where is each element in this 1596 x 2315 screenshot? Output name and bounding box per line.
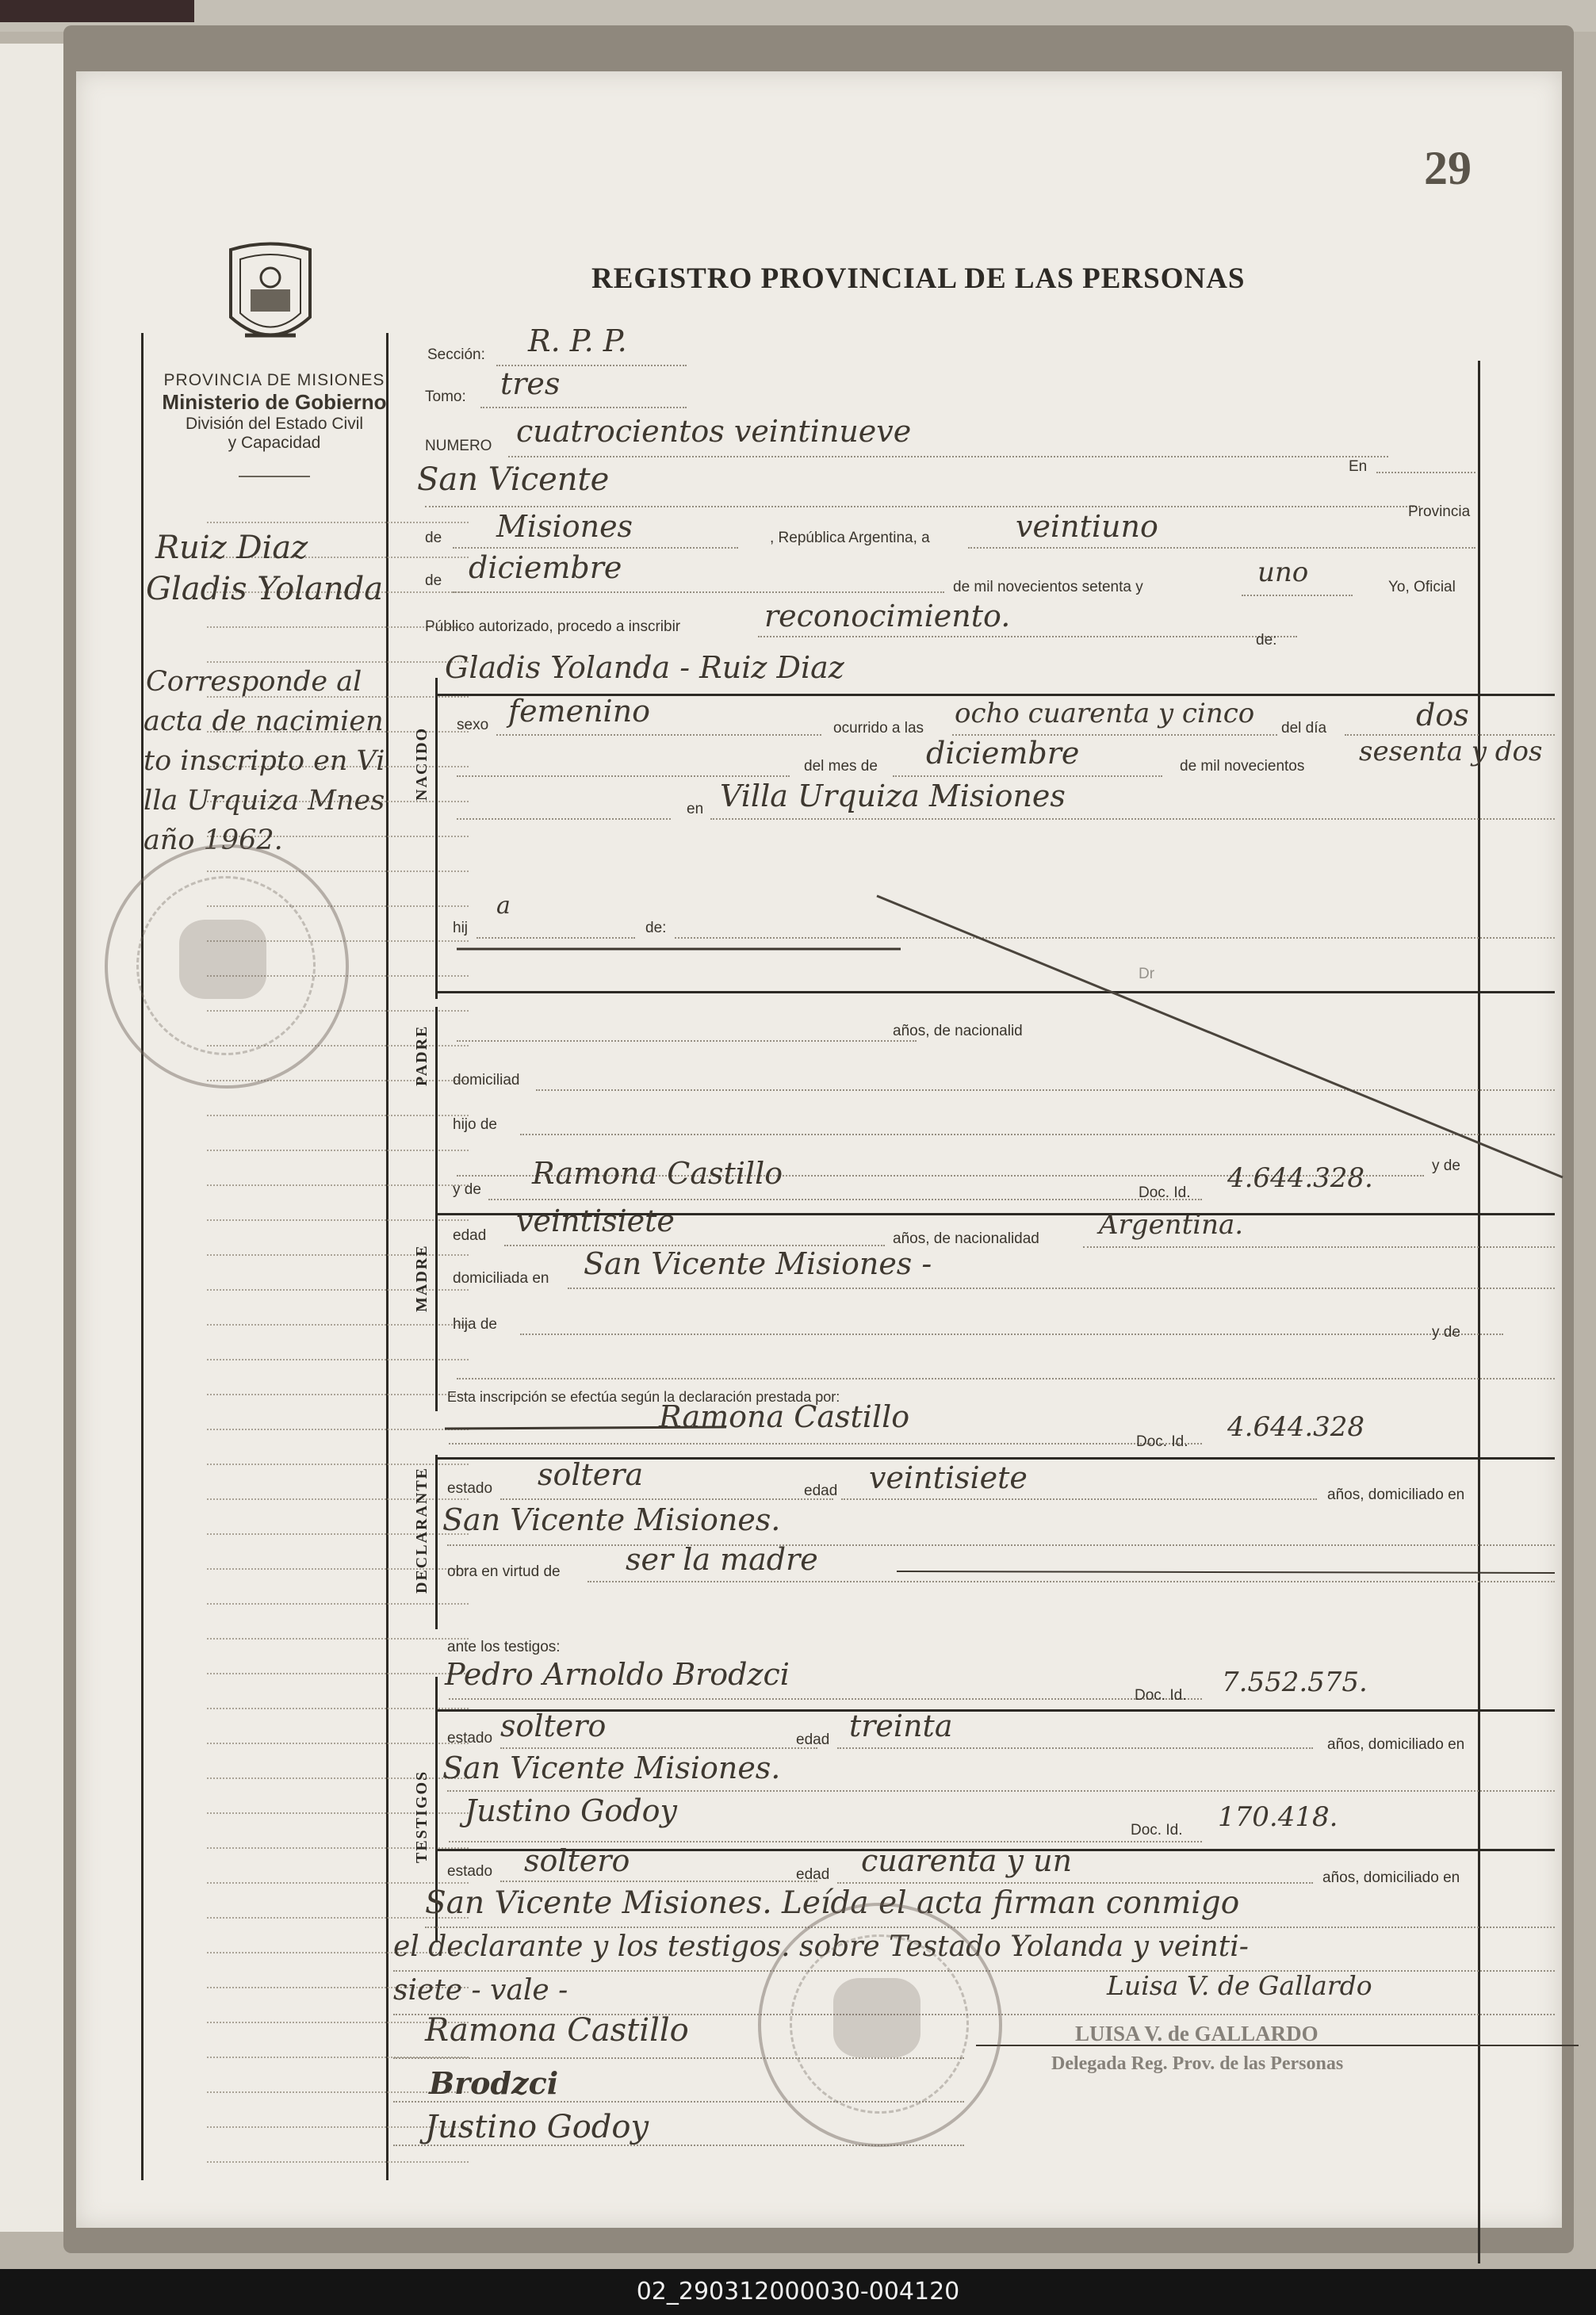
t1-estado-line <box>500 1747 817 1749</box>
declarante-estado-line <box>500 1498 833 1500</box>
obra-fill-stroke <box>897 1566 1555 1574</box>
madre-hija-line <box>520 1334 1503 1335</box>
scan-footer <box>0 2269 1596 2315</box>
oficial-signature: Luisa V. de Gallardo <box>1107 1970 1372 2001</box>
padre-doc-label: Dr <box>1139 966 1155 982</box>
margin-rule <box>207 661 469 663</box>
tomo-line <box>480 407 687 408</box>
page-title: REGISTRO PROVINCIAL DE LAS PERSONAS <box>591 262 1246 295</box>
madre-extra-line <box>457 1378 1555 1379</box>
mes-line <box>453 591 944 593</box>
closing-text-2: el declarante y los testigos. sobre Testado Yolanda y veinti- <box>393 1930 1249 1963</box>
delmes-label: del mes de <box>804 758 878 775</box>
declarante-nombre-value: Ramona Castillo <box>659 1399 910 1434</box>
delmes-pre-line <box>457 775 790 777</box>
padre-edad-line <box>457 1040 917 1042</box>
t1-edad-label: edad <box>796 1731 830 1748</box>
margin-rule <box>207 1708 469 1709</box>
publico-label: Público autorizado, procedo a inscribir <box>425 618 681 635</box>
nacido-section-label: NACIDO <box>413 726 431 801</box>
t2-anios-label: años, domiciliado en <box>1322 1869 1460 1886</box>
declarante-signature: Ramona Castillo <box>425 2012 689 2049</box>
anio-value: uno <box>1257 557 1309 588</box>
margin-note-line-1: Corresponde al <box>146 666 362 698</box>
declarante-dom-line <box>447 1544 1555 1546</box>
dia-line <box>968 547 1475 549</box>
t1-nombre: Pedro Arnoldo Brodzci <box>445 1657 790 1692</box>
t1-nombre-line <box>449 1698 1202 1700</box>
margin-stamp-crest <box>179 920 266 999</box>
oficial-printed-name: LUISA V. de GALLARDO <box>1075 2022 1319 2045</box>
madre-nac-label: años, de nacionalidad <box>893 1230 1039 1247</box>
t2-estado-label: estado <box>447 1863 493 1880</box>
page-right-line <box>1478 361 1480 2263</box>
hij-de-label: de: <box>645 920 667 936</box>
ministry-province: PROVINCIA DE MISIONES <box>163 371 385 389</box>
t2-estado-line <box>500 1881 817 1882</box>
t2-edad-line <box>837 1882 1313 1884</box>
seccion-value: R. P. P. <box>528 323 627 358</box>
madre-dom-value: San Vicente Misiones - <box>584 1246 932 1281</box>
t1-edad-line <box>837 1747 1313 1749</box>
numero-value: cuatrocientos veintinueve <box>516 414 912 449</box>
declarante-section-line <box>435 1455 438 1629</box>
declarante-edad-label: edad <box>804 1483 838 1499</box>
register-page <box>76 71 1562 2228</box>
madre-hija-label: hija de <box>453 1316 497 1333</box>
deldia-label: del día <box>1281 720 1327 737</box>
acto-value: reconocimiento. <box>764 599 1011 633</box>
margin-rule <box>207 1150 469 1151</box>
nacido-mes-line <box>893 775 1162 777</box>
ministry-name: Ministerio de Gobierno <box>162 390 387 414</box>
hij-label: hij <box>453 920 469 936</box>
nacido-nombre-value: Gladis Yolanda - Ruiz Diaz <box>445 650 844 685</box>
declarante-section-label: DECLARANTE <box>413 1466 431 1594</box>
margin-rule <box>207 1743 469 1744</box>
madre-nac-value: Argentina. <box>1099 1209 1244 1241</box>
madre-doc-label: Doc. Id. <box>1139 1184 1191 1201</box>
declarante-intro: Esta inscripción se efectúa según la declaración prestada por: <box>447 1389 840 1405</box>
provincia-label: Provincia <box>1408 503 1471 520</box>
testigos-intro: ante los testigos: <box>447 1639 561 1655</box>
madre-doc-value: 4.644.328. <box>1227 1162 1373 1194</box>
nacido-lugar-value: Villa Urquiza Misiones <box>720 779 1066 813</box>
margin-rule <box>207 1882 469 1884</box>
closing-text-3: siete - vale - <box>393 1974 568 2007</box>
hora-value: ocho cuarenta y cinco <box>955 698 1255 729</box>
t1-estado-label: estado <box>447 1730 493 1747</box>
t2-doc-label: Doc. Id. <box>1131 1822 1183 1839</box>
t1-anios-label: años, domiciliado en <box>1327 1736 1465 1753</box>
margin-rule <box>207 522 469 523</box>
declarante-doc-value: 4.644.328 <box>1227 1411 1365 1443</box>
margin-left-line <box>141 333 144 2180</box>
t1-edad: treinta <box>849 1709 953 1743</box>
t1-dom-line <box>447 1790 1555 1792</box>
margin-rule <box>207 1429 469 1430</box>
padre-cancel-strike <box>869 888 1567 1181</box>
ministry-header <box>140 371 409 453</box>
madre-dom-label: domiciliada en <box>453 1270 549 1287</box>
anio-line <box>1242 595 1353 596</box>
closing-text-1: San Vicente Misiones. Leída el acta firman conmigo <box>425 1885 1240 1921</box>
madre-edad-value: veintisiete <box>516 1203 675 1238</box>
madre-section-label: MADRE <box>413 1244 431 1312</box>
tomo-value: tres <box>500 366 561 401</box>
madre-dom-line <box>568 1288 1555 1289</box>
closing-line-1 <box>425 1927 1555 1928</box>
acto-line <box>758 636 1297 637</box>
testigo2-signature: Justino Godoy <box>425 2109 649 2145</box>
madre-nombre-line <box>488 1199 1202 1200</box>
scan-identifier: 02_290312000030-004120 <box>636 2278 960 2305</box>
madre-section-line <box>435 1213 438 1411</box>
de3-label: de: <box>1256 632 1277 649</box>
oficial-label: Yo, Oficial <box>1388 579 1456 595</box>
ministry-division-2: y Capacidad <box>228 434 321 452</box>
t2-nombre-line <box>449 1841 1202 1842</box>
margin-rule <box>207 1673 469 1674</box>
margin-surname: Ruiz Diaz <box>155 530 308 566</box>
scan-corner <box>0 0 194 22</box>
margin-note-line-2: acta de nacimien <box>144 706 384 737</box>
oficial-title: Delegada Reg. Prov. de las Personas <box>1051 2053 1344 2074</box>
t2-doc: 170.418. <box>1218 1801 1338 1833</box>
nacido-en-label: en <box>687 801 704 817</box>
declarante-nombre-line <box>449 1443 1202 1444</box>
t2-edad-label: edad <box>796 1866 830 1883</box>
margin-rule <box>207 1638 469 1640</box>
de2-label: de <box>425 572 442 589</box>
sexo-value: femenino <box>508 694 651 729</box>
margin-note-line-5: año 1962. <box>144 825 283 856</box>
lugar-value: San Vicente <box>417 461 610 498</box>
en-pre-line <box>457 818 671 820</box>
declarante-doc-label: Doc. Id. <box>1136 1433 1188 1450</box>
margin-rule <box>207 1324 469 1326</box>
numero-line <box>508 456 1388 457</box>
declarante-dom-value: San Vicente Misiones. <box>442 1502 781 1537</box>
margin-note-line-4: lla Urquiza Mnes <box>144 785 385 817</box>
madre-nac-line <box>1083 1246 1555 1248</box>
ministry-divider <box>239 476 310 477</box>
margin-rule <box>207 1394 469 1395</box>
nacido-section-line <box>435 678 438 999</box>
en-label: En <box>1349 458 1368 475</box>
hij-value: a <box>496 892 511 920</box>
mil-label: de mil novecientos setenta y <box>953 579 1143 595</box>
margin-rule <box>207 1359 469 1360</box>
seccion-label: Sección: <box>427 346 485 363</box>
padre-yde-label: y de <box>1432 1158 1460 1174</box>
madre-yde-label: y de <box>453 1181 481 1198</box>
declarante-obra-label: obra en virtud de <box>447 1563 561 1580</box>
testigo1-signature: Brodzci <box>429 2065 559 2101</box>
t2-estado: soltero <box>524 1843 630 1878</box>
hij-line <box>477 937 635 939</box>
declarante-estado-label: estado <box>447 1480 493 1497</box>
padre-domicilio-label: domiciliad <box>453 1072 520 1089</box>
declarante-estado-value: soltera <box>538 1457 644 1492</box>
padre-section-line <box>435 1007 438 1229</box>
nacido-dia-value: dos <box>1416 698 1469 733</box>
en-line <box>1376 472 1475 473</box>
madre-nombre-value: Ramona Castillo <box>532 1156 783 1191</box>
declarante-obra-line <box>587 1581 1555 1582</box>
ministry-division: División del Estado Civil <box>185 415 364 433</box>
nacido-anio-value: sesenta y dos <box>1359 736 1543 767</box>
provincia-value: Misiones <box>496 509 633 544</box>
nacido-mil-label: de mil novecientos <box>1180 758 1305 775</box>
lugar-line <box>425 506 1420 507</box>
dia-value: veintiuno <box>1016 509 1158 544</box>
nacido-mes-value: diciembre <box>926 736 1080 771</box>
tomo-label: Tomo: <box>425 388 466 405</box>
t1-doc: 7.552.575. <box>1222 1666 1368 1698</box>
t1-doc-label: Doc. Id. <box>1135 1687 1187 1704</box>
coat-of-arms-logo <box>223 242 318 353</box>
sexo-label: sexo <box>457 717 489 733</box>
testigos-section-label: TESTIGOS <box>413 1770 431 1863</box>
declarante-edad-value: veintisiete <box>869 1460 1028 1495</box>
t2-edad: cuarenta y un <box>861 1843 1073 1878</box>
numero-label: NUMERO <box>425 438 492 454</box>
nacido-lugar-line <box>710 818 1555 820</box>
padre-hijo-label: hijo de <box>453 1116 497 1133</box>
t1-dom: San Vicente Misiones. <box>442 1751 781 1785</box>
margin-rule <box>207 1219 469 1221</box>
madre-yde2-label: y de <box>1432 1324 1460 1341</box>
declarante-obra-value: ser la madre <box>626 1542 818 1577</box>
margin-rule <box>207 1464 469 1465</box>
sexo-line <box>496 734 821 736</box>
de-label: de <box>425 530 442 546</box>
margin-rule <box>207 1115 469 1116</box>
margin-given-names: Gladis Yolanda <box>146 571 384 607</box>
republica-label: , República Argentina, a <box>770 530 930 546</box>
margin-right-line <box>386 333 388 2180</box>
mes-value: diciembre <box>469 550 622 585</box>
margin-rule <box>207 2161 469 2163</box>
bottom-stamp-crest <box>833 1978 920 2057</box>
t2-nombre: Justino Godoy <box>465 1793 677 1828</box>
madre-edad-label: edad <box>453 1227 487 1244</box>
margin-rule <box>207 1184 469 1186</box>
padre-section-label: PADRE <box>413 1024 431 1086</box>
declarante-anios-label: años, domiciliado en <box>1327 1487 1465 1503</box>
t1-estado: soltero <box>500 1709 607 1743</box>
declarante-edad-line <box>841 1498 1317 1500</box>
margin-note-line-3: to inscripto en Vi <box>144 745 385 777</box>
hij-strike <box>457 943 901 953</box>
ocurrido-label: ocurrido a las <box>833 720 924 737</box>
padre-anios-label: años, de nacionalid <box>893 1023 1023 1039</box>
provincia-line <box>453 547 738 549</box>
margin-rule <box>207 1603 469 1605</box>
page-number: 29 <box>1424 142 1472 194</box>
